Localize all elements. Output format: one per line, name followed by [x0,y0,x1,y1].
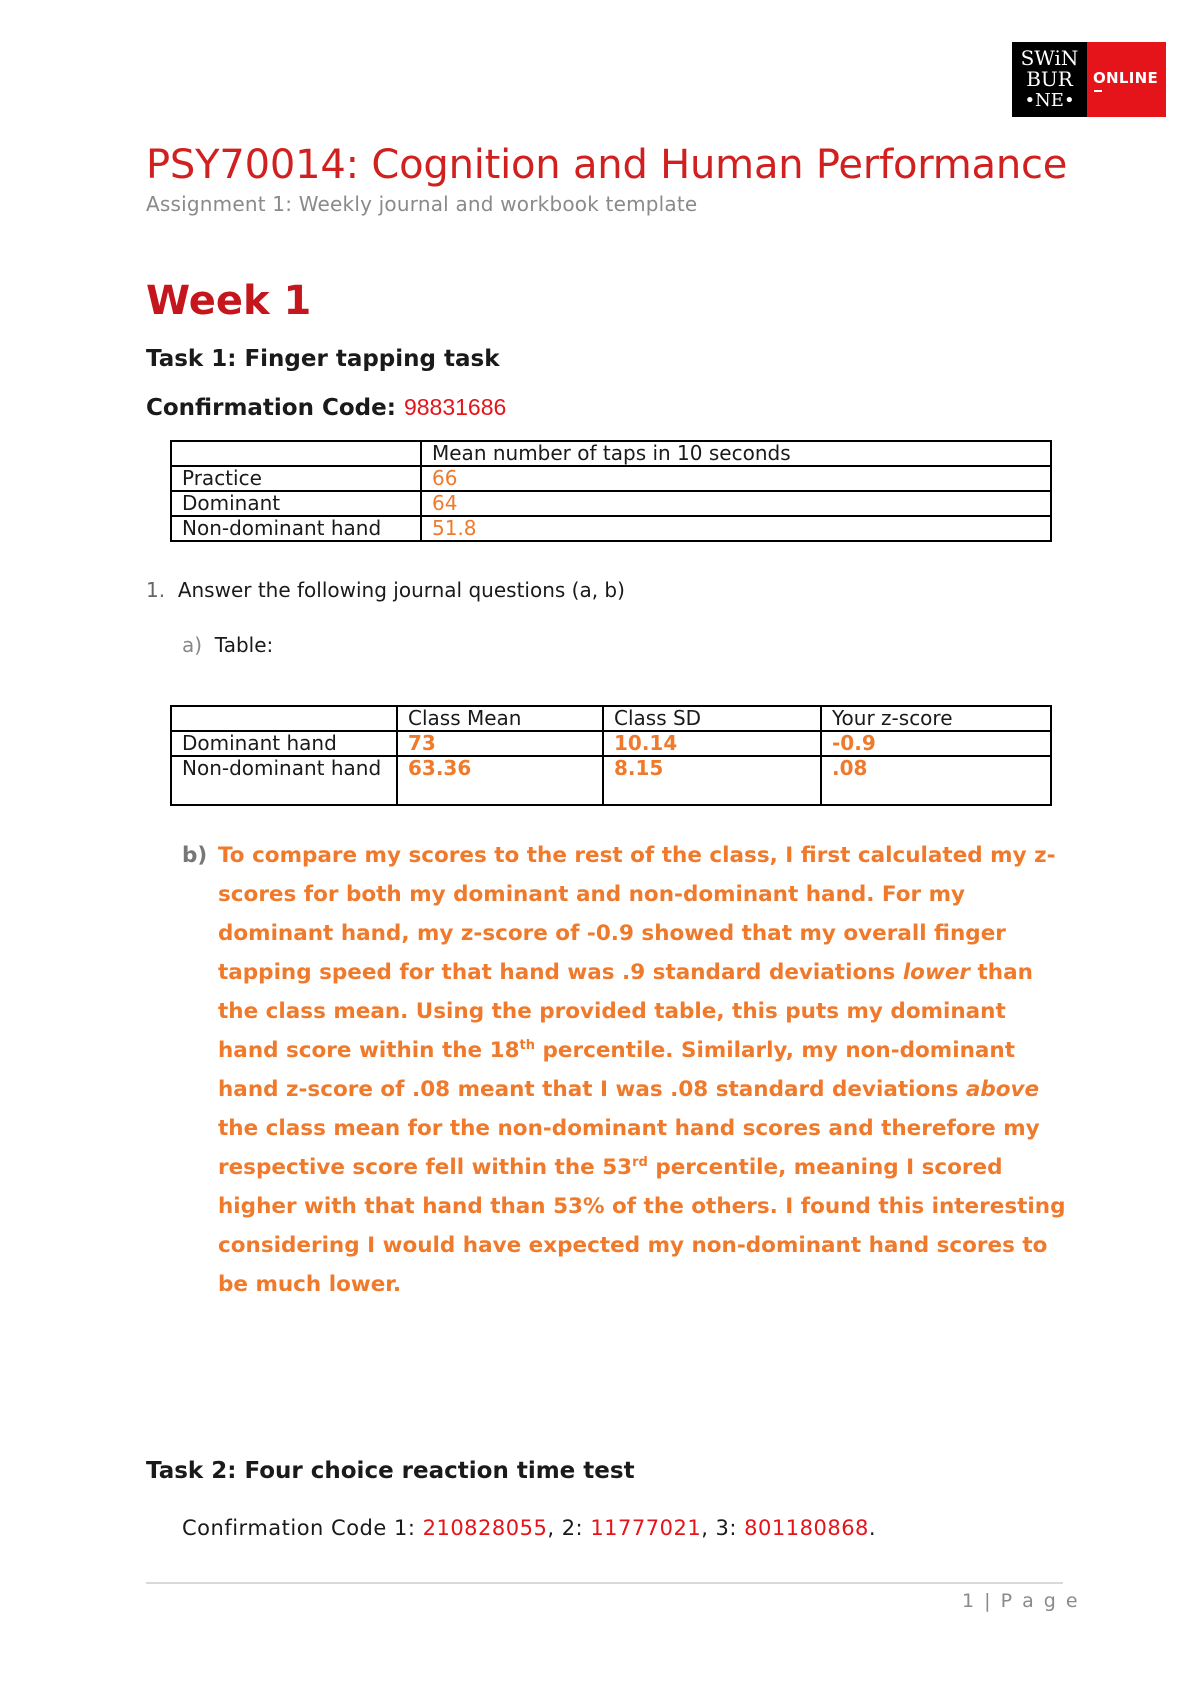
answer-emphasis-lower: lower [902,960,970,985]
confirmation-label: Confirmation Code: [146,395,404,421]
answer-superscript-th: th [519,1037,536,1053]
logo-underline [1094,90,1102,92]
logo-online-text: ONLINE [1093,69,1159,87]
table-header-cell: Your z-score [821,706,1051,731]
row-value: 64 [421,491,1051,516]
z-score-value: -0.9 [821,731,1051,756]
logo-line-3: •NE• [1024,90,1075,111]
table-header-cell: Mean number of taps in 10 seconds [421,441,1051,466]
answer-text-4: the class mean for the non-dominant hand scores and therefore my respective score fell within the 53 [218,1116,1040,1180]
answer-text-5: percentile, meaning I scored higher with that hand than 53% of the others. I found this interesting considering I would have expected my non-dominant hand scores to be much lower. [218,1155,1066,1297]
logo-line-2: BUR [1026,67,1073,91]
row-label: Non-dominant hand [171,756,397,805]
week-heading: Week 1 [146,278,312,324]
table-row [171,516,1051,541]
task1-confirmation [146,394,506,421]
row-label: Dominant hand [171,731,397,756]
confirmation-code-3: 801180868 [744,1516,869,1540]
question-1a [182,633,273,657]
z-score-value: .08 [821,756,1051,805]
answer-superscript-rd: rd [632,1154,648,1170]
question-1 [146,578,625,602]
logo-mark [1012,42,1087,117]
answer-paragraph [218,836,1068,1304]
class-mean-value: 73 [397,731,603,756]
question-b-label: b) [182,843,208,868]
document-title: PSY70014: Cognition and Human Performance [146,142,1068,188]
question-text: Answer the following journal questions (a, b) [177,578,625,602]
taps-table [170,440,1052,542]
confirmation-label-1: Confirmation Code 1: [182,1516,423,1540]
answer-text-2: than the class mean. Using the provided table, this puts my dominant hand score within the 18 [218,960,1033,1063]
page-number: 1 | P a g e [962,1590,1080,1612]
question-number: 1. [146,578,166,602]
class-mean-value: 63.36 [397,756,603,805]
separator-2: , 2: [547,1516,591,1540]
row-value: 51.8 [421,516,1051,541]
separator-3: , 3: [701,1516,745,1540]
class-comparison-table [170,705,1052,806]
logo-online-block [1087,42,1166,117]
end-period: . [868,1516,877,1540]
table-row [171,756,1051,805]
table-header-row [171,706,1051,731]
document-subtitle: Assignment 1: Weekly journal and workbook template [146,192,698,216]
question-a-label: a) [182,633,203,657]
row-label: Practice [171,466,421,491]
table-cell [171,706,397,731]
question-a-text: Table: [214,633,274,657]
table-header-row [171,441,1051,466]
table-header-cell: Class SD [603,706,821,731]
footer-divider [146,1582,1063,1584]
table-cell [171,441,421,466]
answer-emphasis-above: above [965,1077,1040,1102]
class-sd-value: 10.14 [603,731,821,756]
task2-heading: Task 2: Four choice reaction time test [146,1458,635,1484]
table-row [171,466,1051,491]
task2-confirmation [182,1516,876,1540]
table-row [171,491,1051,516]
row-value: 66 [421,466,1051,491]
confirmation-code: 98831686 [403,394,507,420]
confirmation-code-1: 210828055 [422,1516,548,1540]
logo-line-1: SWiN [1020,46,1079,70]
answer-text-1: To compare my scores to the rest of the class, I first calculated my z-scores for both my dominant and non-dominant hand. For my dominant hand, my z-score of -0.9 showed that my overall finger tapping speed for that hand was .9 standard deviations [218,843,1056,985]
row-label: Dominant [171,491,421,516]
class-sd-value: 8.15 [603,756,821,805]
question-1b-answer [182,836,1066,1297]
answer-text-3: percentile. Similarly, my non-dominant hand z-score of .08 meant that I was .08 standard deviations [218,1038,1015,1102]
task1-heading: Task 1: Finger tapping task [146,346,500,372]
confirmation-code-2: 11777021 [590,1516,702,1540]
swinburne-online-logo [1012,42,1166,117]
row-label: Non-dominant hand [171,516,421,541]
table-row [171,731,1051,756]
table-header-cell: Class Mean [397,706,603,731]
